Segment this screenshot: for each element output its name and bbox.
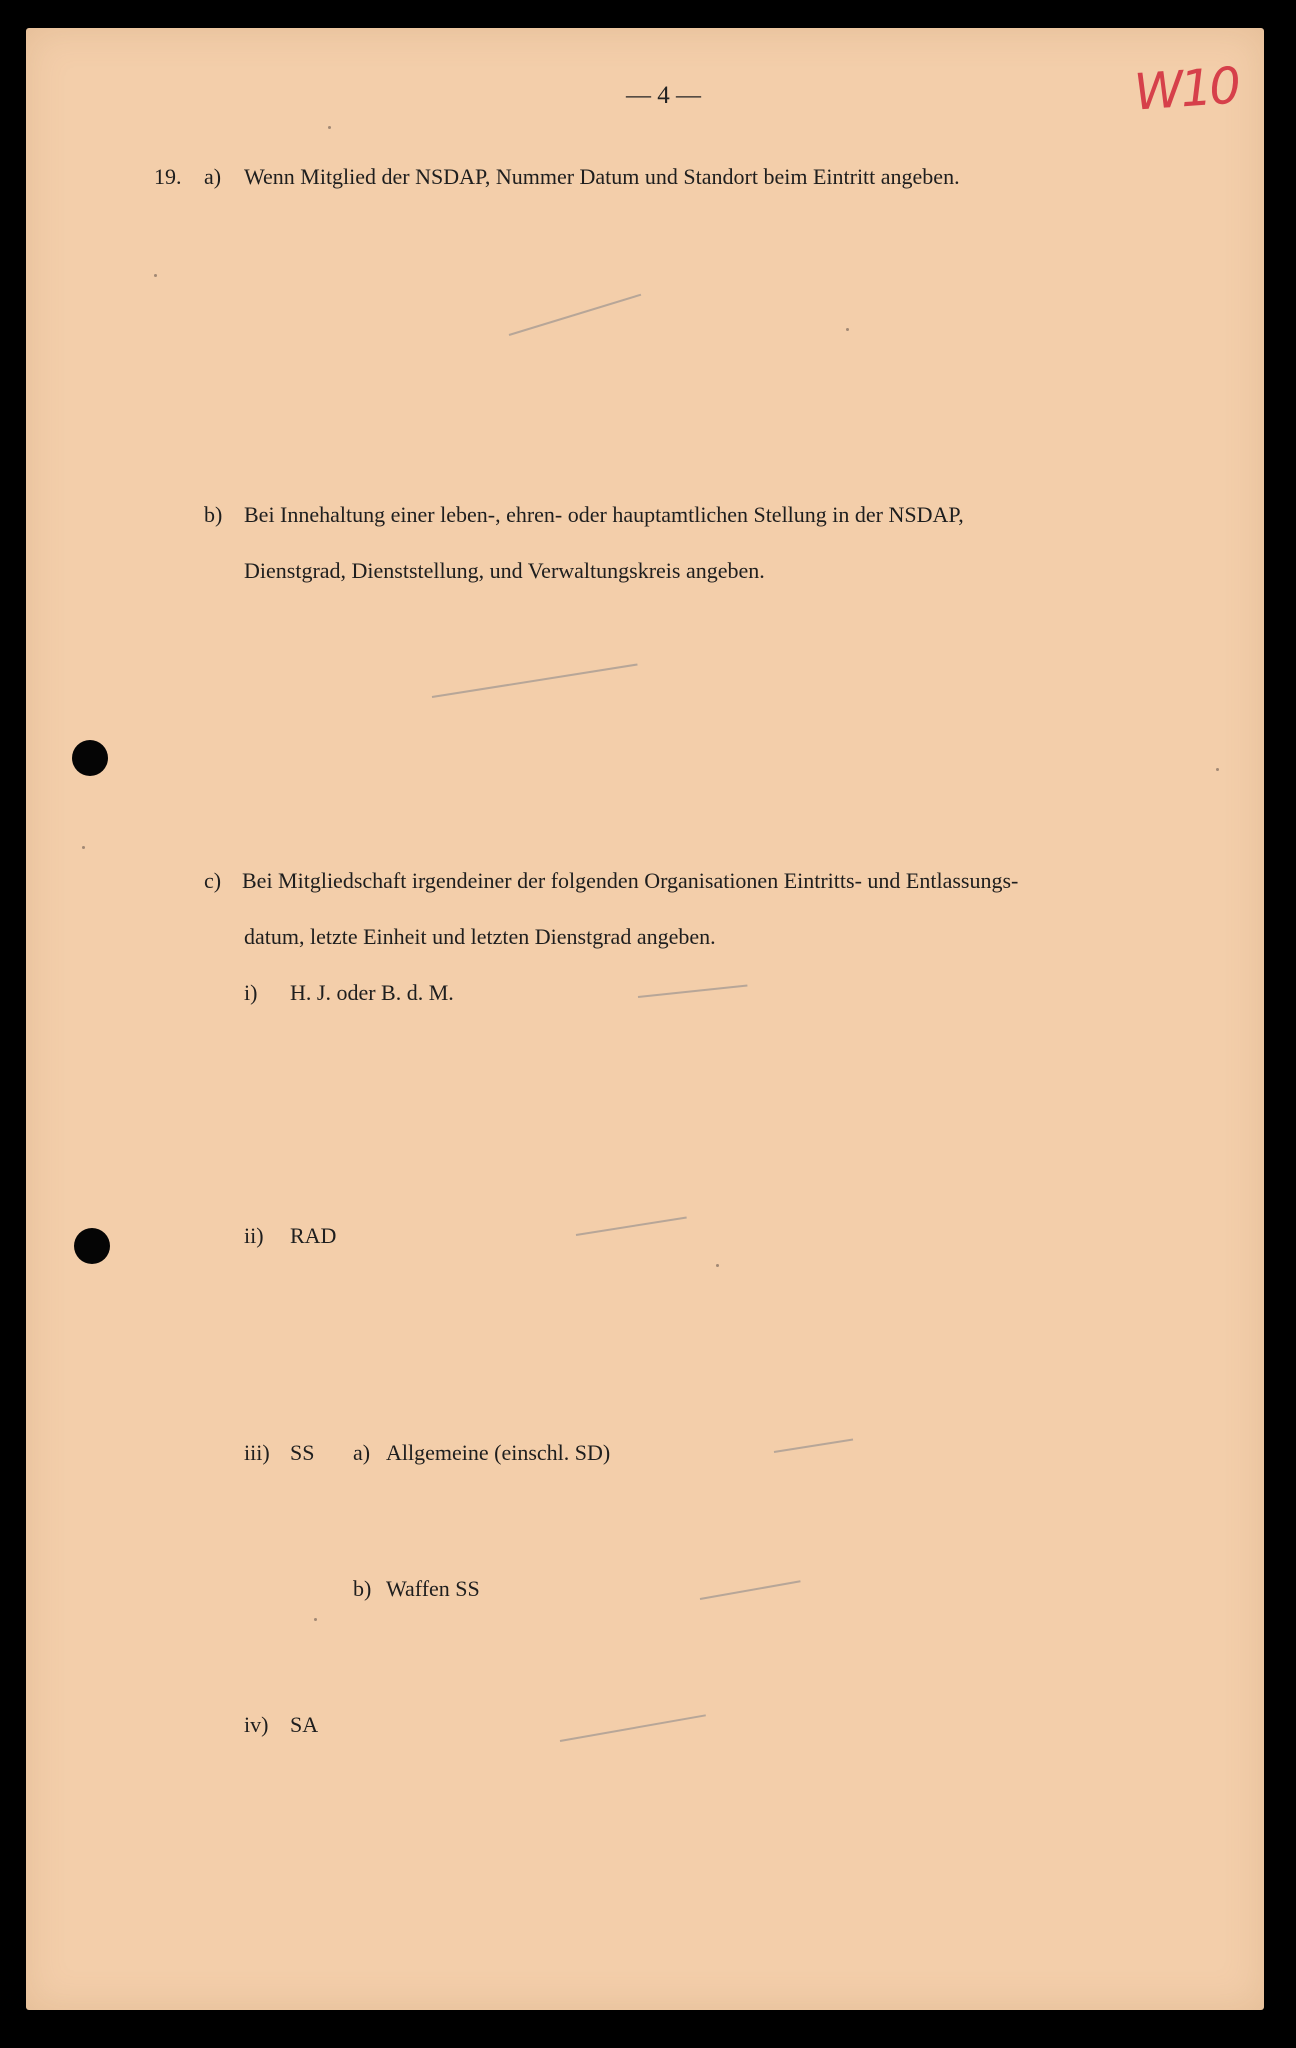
item-iv-marker: iv) <box>244 1712 269 1737</box>
document-page <box>26 28 1264 2010</box>
paper-speck <box>314 1618 317 1621</box>
strike-line-a <box>509 294 642 336</box>
paper-speck <box>716 1264 719 1267</box>
item-iii-sub-b-label: Waffen SS <box>386 1576 480 1601</box>
question-c-line1: Bei Mitgliedschaft irgendeiner der folgenden Organisationen Eintritts- und Entlassungs- <box>242 868 1019 893</box>
item-iii-sub-b-marker: b) <box>353 1576 372 1601</box>
paper-speck <box>846 328 849 331</box>
paper-speck <box>328 126 331 129</box>
item-iii-sub-a-marker: a) <box>353 1440 371 1465</box>
item-iii-marker: iii) <box>244 1440 270 1465</box>
punch-hole <box>74 1228 110 1264</box>
strike-line-iii-b <box>700 1580 801 1600</box>
question-c-line2: datum, letzte Einheit und letzten Dienstgrad angeben. <box>244 924 716 949</box>
item-ii-marker: ii) <box>244 1223 264 1248</box>
question-a-text: Wenn Mitglied der NSDAP, Nummer Datum und Standort beim Eintritt angeben. <box>244 164 960 189</box>
item-i-label: H. J. oder B. d. M. <box>290 980 454 1005</box>
question-b-line2: Dienstgrad, Dienststellung, und Verwaltungskreis angeben. <box>244 558 765 583</box>
question-c-marker: c) <box>204 868 222 893</box>
page-number: — 4 — <box>626 82 701 109</box>
strike-line-ii <box>576 1216 687 1235</box>
paper-speck <box>82 846 85 849</box>
strike-line-iii-a <box>774 1438 853 1452</box>
punch-hole <box>72 740 108 776</box>
question-b-line1: Bei Innehaltung einer leben-, ehren- oder hauptamtlichen Stellung in der NSDAP, <box>244 502 964 527</box>
item-iii-sub-a-label: Allgemeine (einschl. SD) <box>386 1440 611 1465</box>
item-ii-label: RAD <box>290 1223 337 1248</box>
paper-speck <box>154 274 157 277</box>
item-i-marker: i) <box>244 980 258 1005</box>
handwritten-corner-mark: W10 <box>1132 56 1240 122</box>
item-iii-label: SS <box>290 1440 315 1465</box>
question-number: 19. <box>154 164 182 189</box>
strike-line-i <box>638 985 748 998</box>
item-iv-label: SA <box>290 1712 319 1737</box>
strike-line-iv <box>560 1714 706 1742</box>
question-b-marker: b) <box>204 502 223 527</box>
question-a-marker: a) <box>204 164 222 189</box>
strike-line-b <box>432 663 638 698</box>
paper-speck <box>1216 768 1219 771</box>
